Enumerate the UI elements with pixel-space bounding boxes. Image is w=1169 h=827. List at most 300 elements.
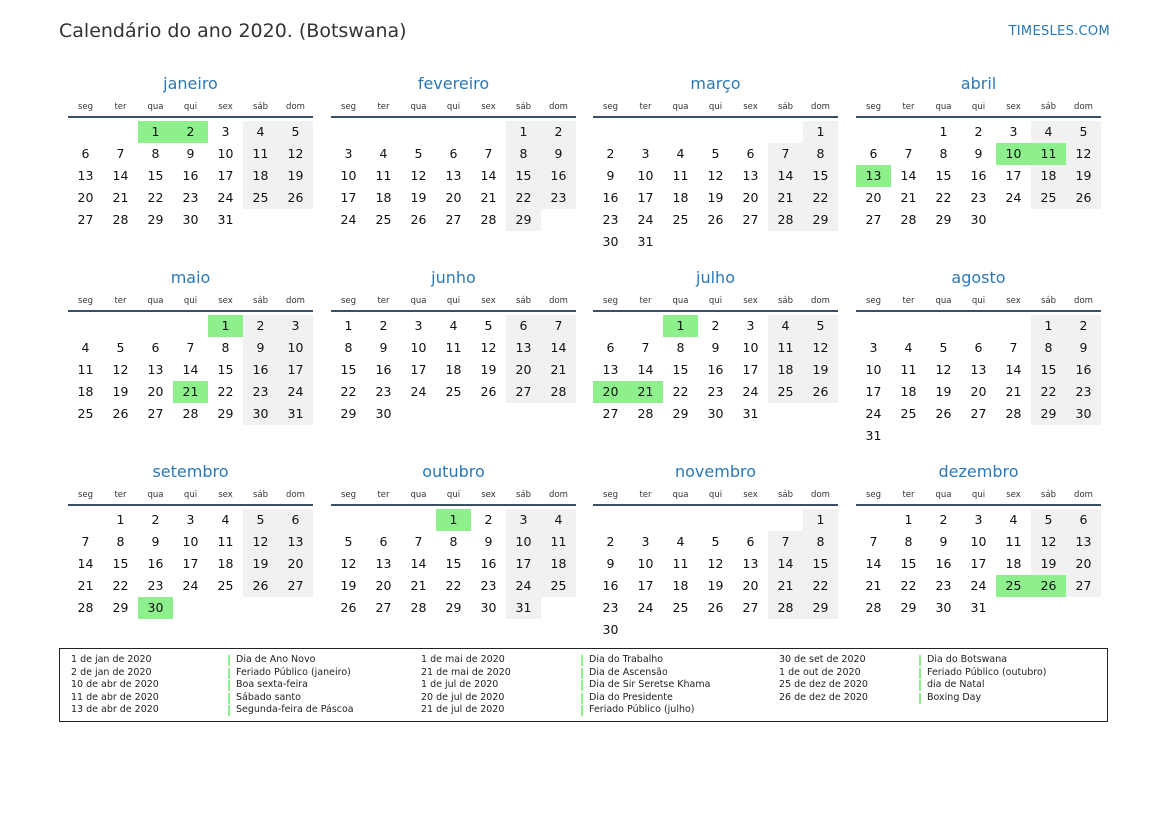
day-cell[interactable]: 1 bbox=[208, 315, 243, 337]
day-cell[interactable]: 12 bbox=[410, 168, 427, 183]
day-cell[interactable]: 10 bbox=[865, 362, 882, 377]
day-cell[interactable]: 8 bbox=[904, 534, 913, 549]
day-cell[interactable]: 25 bbox=[768, 381, 803, 403]
day-cell[interactable]: 19 bbox=[278, 165, 313, 187]
day-cell[interactable]: 4 bbox=[243, 121, 278, 143]
day-cell[interactable]: 31 bbox=[506, 597, 541, 619]
day-cell[interactable]: 21 bbox=[628, 381, 663, 403]
day-cell[interactable]: 5 bbox=[278, 121, 313, 143]
day-cell[interactable]: 19 bbox=[1066, 165, 1101, 187]
day-cell[interactable]: 11 bbox=[541, 531, 576, 553]
day-cell[interactable]: 8 bbox=[449, 534, 458, 549]
day-cell[interactable]: 27 bbox=[1066, 575, 1101, 597]
day-cell[interactable]: 1 bbox=[506, 121, 541, 143]
day-cell[interactable]: 27 bbox=[445, 212, 462, 227]
day-cell[interactable]: 26 bbox=[410, 212, 427, 227]
day-cell[interactable]: 15 bbox=[672, 362, 689, 377]
day-cell[interactable]: 26 bbox=[935, 406, 952, 421]
day-cell[interactable]: 27 bbox=[77, 212, 94, 227]
day-cell[interactable]: 12 bbox=[707, 556, 724, 571]
day-cell[interactable]: 18 bbox=[900, 384, 917, 399]
day-cell[interactable]: 7 bbox=[414, 534, 423, 549]
day-cell[interactable]: 11 bbox=[77, 362, 94, 377]
day-cell[interactable]: 28 bbox=[480, 212, 497, 227]
day-cell[interactable]: 22 bbox=[506, 187, 541, 209]
day-cell[interactable]: 28 bbox=[410, 600, 427, 615]
day-cell[interactable]: 12 bbox=[803, 337, 838, 359]
day-cell[interactable]: 1 bbox=[116, 512, 125, 527]
day-cell[interactable]: 9 bbox=[151, 534, 160, 549]
day-cell[interactable]: 20 bbox=[375, 578, 392, 593]
day-cell[interactable]: 23 bbox=[541, 187, 576, 209]
day-cell[interactable]: 13 bbox=[147, 362, 164, 377]
day-cell[interactable]: 13 bbox=[742, 168, 759, 183]
day-cell[interactable]: 1 bbox=[663, 315, 698, 337]
day-cell[interactable]: 24 bbox=[278, 381, 313, 403]
day-cell[interactable]: 2 bbox=[379, 318, 388, 333]
day-cell[interactable]: 23 bbox=[243, 381, 278, 403]
day-cell[interactable]: 20 bbox=[1066, 553, 1101, 575]
day-cell[interactable]: 24 bbox=[865, 406, 882, 421]
day-cell[interactable]: 23 bbox=[602, 212, 619, 227]
day-cell[interactable]: 25 bbox=[77, 406, 94, 421]
day-cell[interactable]: 3 bbox=[221, 124, 230, 139]
day-cell[interactable]: 17 bbox=[506, 553, 541, 575]
day-cell[interactable]: 18 bbox=[768, 359, 803, 381]
day-cell[interactable]: 10 bbox=[340, 168, 357, 183]
day-cell[interactable]: 20 bbox=[278, 553, 313, 575]
day-cell[interactable]: 2 bbox=[711, 318, 720, 333]
day-cell[interactable]: 4 bbox=[541, 509, 576, 531]
day-cell[interactable]: 9 bbox=[939, 534, 948, 549]
day-cell[interactable]: 14 bbox=[768, 553, 803, 575]
day-cell[interactable]: 6 bbox=[974, 340, 983, 355]
day-cell[interactable]: 2 bbox=[484, 512, 493, 527]
day-cell[interactable]: 15 bbox=[803, 553, 838, 575]
day-cell[interactable]: 10 bbox=[742, 340, 759, 355]
day-cell[interactable]: 9 bbox=[1066, 337, 1101, 359]
day-cell[interactable]: 22 bbox=[803, 575, 838, 597]
day-cell[interactable]: 13 bbox=[278, 531, 313, 553]
day-cell[interactable]: 28 bbox=[1005, 406, 1022, 421]
day-cell[interactable]: 21 bbox=[768, 575, 803, 597]
day-cell[interactable]: 26 bbox=[480, 384, 497, 399]
day-cell[interactable]: 21 bbox=[112, 190, 129, 205]
day-cell[interactable]: 21 bbox=[77, 578, 94, 593]
day-cell[interactable]: 28 bbox=[112, 212, 129, 227]
day-cell[interactable]: 22 bbox=[803, 187, 838, 209]
day-cell[interactable]: 10 bbox=[637, 168, 654, 183]
day-cell[interactable]: 28 bbox=[541, 381, 576, 403]
day-cell[interactable]: 17 bbox=[410, 362, 427, 377]
day-cell[interactable]: 7 bbox=[641, 340, 650, 355]
day-cell[interactable]: 20 bbox=[593, 381, 628, 403]
day-cell[interactable]: 27 bbox=[506, 381, 541, 403]
day-cell[interactable]: 2 bbox=[173, 121, 208, 143]
day-cell[interactable]: 16 bbox=[243, 359, 278, 381]
day-cell[interactable]: 24 bbox=[637, 600, 654, 615]
day-cell[interactable]: 5 bbox=[1031, 509, 1066, 531]
day-cell[interactable]: 22 bbox=[147, 190, 164, 205]
day-cell[interactable]: 31 bbox=[742, 406, 759, 421]
day-cell[interactable]: 29 bbox=[340, 406, 357, 421]
day-cell[interactable]: 8 bbox=[939, 146, 948, 161]
day-cell[interactable]: 22 bbox=[672, 384, 689, 399]
day-cell[interactable]: 28 bbox=[900, 212, 917, 227]
day-cell[interactable]: 15 bbox=[445, 556, 462, 571]
day-cell[interactable]: 12 bbox=[340, 556, 357, 571]
day-cell[interactable]: 18 bbox=[1031, 165, 1066, 187]
day-cell[interactable]: 6 bbox=[746, 534, 755, 549]
day-cell[interactable]: 9 bbox=[974, 146, 983, 161]
day-cell[interactable]: 19 bbox=[935, 384, 952, 399]
day-cell[interactable]: 28 bbox=[77, 600, 94, 615]
day-cell[interactable]: 24 bbox=[506, 575, 541, 597]
day-cell[interactable]: 27 bbox=[742, 600, 759, 615]
day-cell[interactable]: 31 bbox=[278, 403, 313, 425]
day-cell[interactable]: 8 bbox=[1031, 337, 1066, 359]
day-cell[interactable]: 4 bbox=[81, 340, 90, 355]
day-cell[interactable]: 2 bbox=[151, 512, 160, 527]
day-cell[interactable]: 15 bbox=[803, 165, 838, 187]
day-cell[interactable]: 29 bbox=[935, 212, 952, 227]
day-cell[interactable]: 23 bbox=[480, 578, 497, 593]
day-cell[interactable]: 29 bbox=[506, 209, 541, 231]
day-cell[interactable]: 27 bbox=[602, 406, 619, 421]
day-cell[interactable]: 18 bbox=[541, 553, 576, 575]
day-cell[interactable]: 8 bbox=[344, 340, 353, 355]
day-cell[interactable]: 8 bbox=[116, 534, 125, 549]
day-cell[interactable]: 18 bbox=[1005, 556, 1022, 571]
day-cell[interactable]: 14 bbox=[182, 362, 199, 377]
day-cell[interactable]: 10 bbox=[637, 556, 654, 571]
day-cell[interactable]: 16 bbox=[182, 168, 199, 183]
day-cell[interactable]: 7 bbox=[484, 146, 493, 161]
day-cell[interactable]: 10 bbox=[217, 146, 234, 161]
day-cell[interactable]: 24 bbox=[410, 384, 427, 399]
day-cell[interactable]: 10 bbox=[410, 340, 427, 355]
day-cell[interactable]: 18 bbox=[445, 362, 462, 377]
day-cell[interactable]: 8 bbox=[221, 340, 230, 355]
day-cell[interactable]: 25 bbox=[541, 575, 576, 597]
day-cell[interactable]: 21 bbox=[173, 381, 208, 403]
day-cell[interactable]: 17 bbox=[637, 578, 654, 593]
day-cell[interactable]: 12 bbox=[935, 362, 952, 377]
day-cell[interactable]: 12 bbox=[480, 340, 497, 355]
day-cell[interactable]: 7 bbox=[81, 534, 90, 549]
day-cell[interactable]: 10 bbox=[506, 531, 541, 553]
day-cell[interactable]: 24 bbox=[637, 212, 654, 227]
day-cell[interactable]: 1 bbox=[904, 512, 913, 527]
day-cell[interactable]: 25 bbox=[375, 212, 392, 227]
day-cell[interactable]: 3 bbox=[746, 318, 755, 333]
day-cell[interactable]: 27 bbox=[278, 575, 313, 597]
day-cell[interactable]: 14 bbox=[900, 168, 917, 183]
day-cell[interactable]: 10 bbox=[182, 534, 199, 549]
day-cell[interactable]: 16 bbox=[1066, 359, 1101, 381]
day-cell[interactable]: 6 bbox=[449, 146, 458, 161]
day-cell[interactable]: 14 bbox=[637, 362, 654, 377]
day-cell[interactable]: 16 bbox=[935, 556, 952, 571]
day-cell[interactable]: 30 bbox=[935, 600, 952, 615]
day-cell[interactable]: 6 bbox=[1066, 509, 1101, 531]
day-cell[interactable]: 6 bbox=[869, 146, 878, 161]
day-cell[interactable]: 1 bbox=[803, 509, 838, 531]
day-cell[interactable]: 19 bbox=[1031, 553, 1066, 575]
day-cell[interactable]: 13 bbox=[602, 362, 619, 377]
day-cell[interactable]: 8 bbox=[803, 531, 838, 553]
day-cell[interactable]: 17 bbox=[865, 384, 882, 399]
day-cell[interactable]: 13 bbox=[375, 556, 392, 571]
day-cell[interactable]: 18 bbox=[243, 165, 278, 187]
day-cell[interactable]: 2 bbox=[243, 315, 278, 337]
day-cell[interactable]: 13 bbox=[445, 168, 462, 183]
day-cell[interactable]: 31 bbox=[217, 212, 234, 227]
day-cell[interactable]: 4 bbox=[768, 315, 803, 337]
day-cell[interactable]: 4 bbox=[676, 146, 685, 161]
day-cell[interactable]: 1 bbox=[1031, 315, 1066, 337]
day-cell[interactable]: 30 bbox=[138, 597, 173, 619]
day-cell[interactable]: 21 bbox=[865, 578, 882, 593]
day-cell[interactable]: 18 bbox=[672, 578, 689, 593]
day-cell[interactable]: 15 bbox=[340, 362, 357, 377]
day-cell[interactable]: 8 bbox=[506, 143, 541, 165]
day-cell[interactable]: 31 bbox=[865, 428, 882, 443]
day-cell[interactable]: 26 bbox=[707, 212, 724, 227]
day-cell[interactable]: 11 bbox=[445, 340, 462, 355]
day-cell[interactable]: 22 bbox=[935, 190, 952, 205]
day-cell[interactable]: 3 bbox=[641, 534, 650, 549]
day-cell[interactable]: 20 bbox=[77, 190, 94, 205]
day-cell[interactable]: 25 bbox=[243, 187, 278, 209]
day-cell[interactable]: 21 bbox=[1005, 384, 1022, 399]
day-cell[interactable]: 26 bbox=[1031, 575, 1066, 597]
day-cell[interactable]: 16 bbox=[541, 165, 576, 187]
day-cell[interactable]: 8 bbox=[151, 146, 160, 161]
day-cell[interactable]: 30 bbox=[1066, 403, 1101, 425]
day-cell[interactable]: 17 bbox=[217, 168, 234, 183]
day-cell[interactable]: 10 bbox=[278, 337, 313, 359]
day-cell[interactable]: 3 bbox=[1009, 124, 1018, 139]
day-cell[interactable]: 7 bbox=[768, 531, 803, 553]
day-cell[interactable]: 25 bbox=[672, 600, 689, 615]
brand-link[interactable]: TIMESLES.COM bbox=[1008, 24, 1110, 39]
day-cell[interactable]: 29 bbox=[217, 406, 234, 421]
day-cell[interactable]: 5 bbox=[711, 534, 720, 549]
day-cell[interactable]: 17 bbox=[637, 190, 654, 205]
day-cell[interactable]: 2 bbox=[974, 124, 983, 139]
day-cell[interactable]: 4 bbox=[676, 534, 685, 549]
day-cell[interactable]: 23 bbox=[375, 384, 392, 399]
day-cell[interactable]: 19 bbox=[112, 384, 129, 399]
day-cell[interactable]: 6 bbox=[606, 340, 615, 355]
day-cell[interactable]: 5 bbox=[803, 315, 838, 337]
day-cell[interactable]: 2 bbox=[541, 121, 576, 143]
day-cell[interactable]: 5 bbox=[243, 509, 278, 531]
day-cell[interactable]: 11 bbox=[1005, 534, 1022, 549]
day-cell[interactable]: 27 bbox=[865, 212, 882, 227]
day-cell[interactable]: 18 bbox=[217, 556, 234, 571]
day-cell[interactable]: 5 bbox=[344, 534, 353, 549]
day-cell[interactable]: 30 bbox=[375, 406, 392, 421]
day-cell[interactable]: 31 bbox=[637, 234, 654, 249]
day-cell[interactable]: 9 bbox=[484, 534, 493, 549]
day-cell[interactable]: 5 bbox=[414, 146, 423, 161]
day-cell[interactable]: 4 bbox=[904, 340, 913, 355]
day-cell[interactable]: 29 bbox=[900, 600, 917, 615]
day-cell[interactable]: 12 bbox=[1031, 531, 1066, 553]
day-cell[interactable]: 19 bbox=[410, 190, 427, 205]
day-cell[interactable]: 12 bbox=[112, 362, 129, 377]
day-cell[interactable]: 11 bbox=[1031, 143, 1066, 165]
day-cell[interactable]: 11 bbox=[217, 534, 234, 549]
day-cell[interactable]: 29 bbox=[112, 600, 129, 615]
day-cell[interactable]: 15 bbox=[217, 362, 234, 377]
day-cell[interactable]: 12 bbox=[707, 168, 724, 183]
day-cell[interactable]: 19 bbox=[243, 553, 278, 575]
day-cell[interactable]: 19 bbox=[340, 578, 357, 593]
day-cell[interactable]: 4 bbox=[1009, 512, 1018, 527]
day-cell[interactable]: 20 bbox=[865, 190, 882, 205]
day-cell[interactable]: 17 bbox=[1005, 168, 1022, 183]
day-cell[interactable]: 9 bbox=[243, 337, 278, 359]
day-cell[interactable]: 7 bbox=[116, 146, 125, 161]
day-cell[interactable]: 13 bbox=[970, 362, 987, 377]
day-cell[interactable]: 12 bbox=[243, 531, 278, 553]
day-cell[interactable]: 29 bbox=[803, 209, 838, 231]
day-cell[interactable]: 6 bbox=[746, 146, 755, 161]
day-cell[interactable]: 18 bbox=[77, 384, 94, 399]
day-cell[interactable]: 12 bbox=[278, 143, 313, 165]
day-cell[interactable]: 26 bbox=[243, 575, 278, 597]
day-cell[interactable]: 26 bbox=[340, 600, 357, 615]
day-cell[interactable]: 2 bbox=[1066, 315, 1101, 337]
day-cell[interactable]: 20 bbox=[742, 190, 759, 205]
day-cell[interactable]: 21 bbox=[480, 190, 497, 205]
day-cell[interactable]: 11 bbox=[672, 168, 689, 183]
day-cell[interactable]: 31 bbox=[970, 600, 987, 615]
day-cell[interactable]: 20 bbox=[506, 359, 541, 381]
day-cell[interactable]: 29 bbox=[445, 600, 462, 615]
day-cell[interactable]: 22 bbox=[112, 578, 129, 593]
day-cell[interactable]: 12 bbox=[1066, 143, 1101, 165]
day-cell[interactable]: 5 bbox=[939, 340, 948, 355]
day-cell[interactable]: 23 bbox=[1066, 381, 1101, 403]
day-cell[interactable]: 18 bbox=[672, 190, 689, 205]
day-cell[interactable]: 2 bbox=[939, 512, 948, 527]
day-cell[interactable]: 14 bbox=[865, 556, 882, 571]
day-cell[interactable]: 16 bbox=[375, 362, 392, 377]
day-cell[interactable]: 3 bbox=[974, 512, 983, 527]
day-cell[interactable]: 14 bbox=[768, 165, 803, 187]
day-cell[interactable]: 23 bbox=[707, 384, 724, 399]
day-cell[interactable]: 7 bbox=[1009, 340, 1018, 355]
day-cell[interactable]: 23 bbox=[602, 600, 619, 615]
day-cell[interactable]: 15 bbox=[1031, 359, 1066, 381]
day-cell[interactable]: 28 bbox=[768, 597, 803, 619]
day-cell[interactable]: 28 bbox=[637, 406, 654, 421]
day-cell[interactable]: 22 bbox=[445, 578, 462, 593]
day-cell[interactable]: 26 bbox=[278, 187, 313, 209]
day-cell[interactable]: 25 bbox=[672, 212, 689, 227]
day-cell[interactable]: 3 bbox=[414, 318, 423, 333]
day-cell[interactable]: 11 bbox=[243, 143, 278, 165]
day-cell[interactable]: 6 bbox=[379, 534, 388, 549]
day-cell[interactable]: 24 bbox=[970, 578, 987, 593]
day-cell[interactable]: 27 bbox=[375, 600, 392, 615]
day-cell[interactable]: 13 bbox=[742, 556, 759, 571]
day-cell[interactable]: 7 bbox=[186, 340, 195, 355]
day-cell[interactable]: 3 bbox=[506, 509, 541, 531]
day-cell[interactable]: 20 bbox=[147, 384, 164, 399]
day-cell[interactable]: 15 bbox=[147, 168, 164, 183]
day-cell[interactable]: 23 bbox=[182, 190, 199, 205]
day-cell[interactable]: 11 bbox=[768, 337, 803, 359]
day-cell[interactable]: 28 bbox=[182, 406, 199, 421]
day-cell[interactable]: 25 bbox=[996, 575, 1031, 597]
day-cell[interactable]: 11 bbox=[672, 556, 689, 571]
day-cell[interactable]: 3 bbox=[278, 315, 313, 337]
day-cell[interactable]: 14 bbox=[77, 556, 94, 571]
day-cell[interactable]: 6 bbox=[506, 315, 541, 337]
day-cell[interactable]: 27 bbox=[147, 406, 164, 421]
day-cell[interactable]: 27 bbox=[970, 406, 987, 421]
day-cell[interactable]: 17 bbox=[182, 556, 199, 571]
day-cell[interactable]: 9 bbox=[606, 556, 615, 571]
day-cell[interactable]: 19 bbox=[803, 359, 838, 381]
day-cell[interactable]: 8 bbox=[676, 340, 685, 355]
day-cell[interactable]: 3 bbox=[641, 146, 650, 161]
day-cell[interactable]: 29 bbox=[147, 212, 164, 227]
day-cell[interactable]: 29 bbox=[803, 597, 838, 619]
day-cell[interactable]: 14 bbox=[541, 337, 576, 359]
day-cell[interactable]: 25 bbox=[445, 384, 462, 399]
day-cell[interactable]: 14 bbox=[480, 168, 497, 183]
day-cell[interactable]: 24 bbox=[182, 578, 199, 593]
day-cell[interactable]: 13 bbox=[77, 168, 94, 183]
day-cell[interactable]: 22 bbox=[1031, 381, 1066, 403]
day-cell[interactable]: 8 bbox=[803, 143, 838, 165]
day-cell[interactable]: 1 bbox=[803, 121, 838, 143]
day-cell[interactable]: 19 bbox=[480, 362, 497, 377]
day-cell[interactable]: 6 bbox=[151, 340, 160, 355]
day-cell[interactable]: 25 bbox=[900, 406, 917, 421]
day-cell[interactable]: 30 bbox=[480, 600, 497, 615]
day-cell[interactable]: 16 bbox=[147, 556, 164, 571]
day-cell[interactable]: 13 bbox=[856, 165, 891, 187]
day-cell[interactable]: 19 bbox=[707, 190, 724, 205]
day-cell[interactable]: 21 bbox=[410, 578, 427, 593]
day-cell[interactable]: 17 bbox=[970, 556, 987, 571]
day-cell[interactable]: 4 bbox=[379, 146, 388, 161]
day-cell[interactable]: 10 bbox=[996, 143, 1031, 165]
day-cell[interactable]: 5 bbox=[116, 340, 125, 355]
day-cell[interactable]: 25 bbox=[1031, 187, 1066, 209]
day-cell[interactable]: 7 bbox=[869, 534, 878, 549]
day-cell[interactable]: 1 bbox=[344, 318, 353, 333]
day-cell[interactable]: 26 bbox=[1066, 187, 1101, 209]
day-cell[interactable]: 15 bbox=[506, 165, 541, 187]
day-cell[interactable]: 30 bbox=[243, 403, 278, 425]
day-cell[interactable]: 23 bbox=[935, 578, 952, 593]
day-cell[interactable]: 28 bbox=[768, 209, 803, 231]
day-cell[interactable]: 7 bbox=[768, 143, 803, 165]
day-cell[interactable]: 9 bbox=[379, 340, 388, 355]
day-cell[interactable]: 7 bbox=[541, 315, 576, 337]
day-cell[interactable]: 18 bbox=[375, 190, 392, 205]
day-cell[interactable]: 9 bbox=[541, 143, 576, 165]
day-cell[interactable]: 16 bbox=[970, 168, 987, 183]
